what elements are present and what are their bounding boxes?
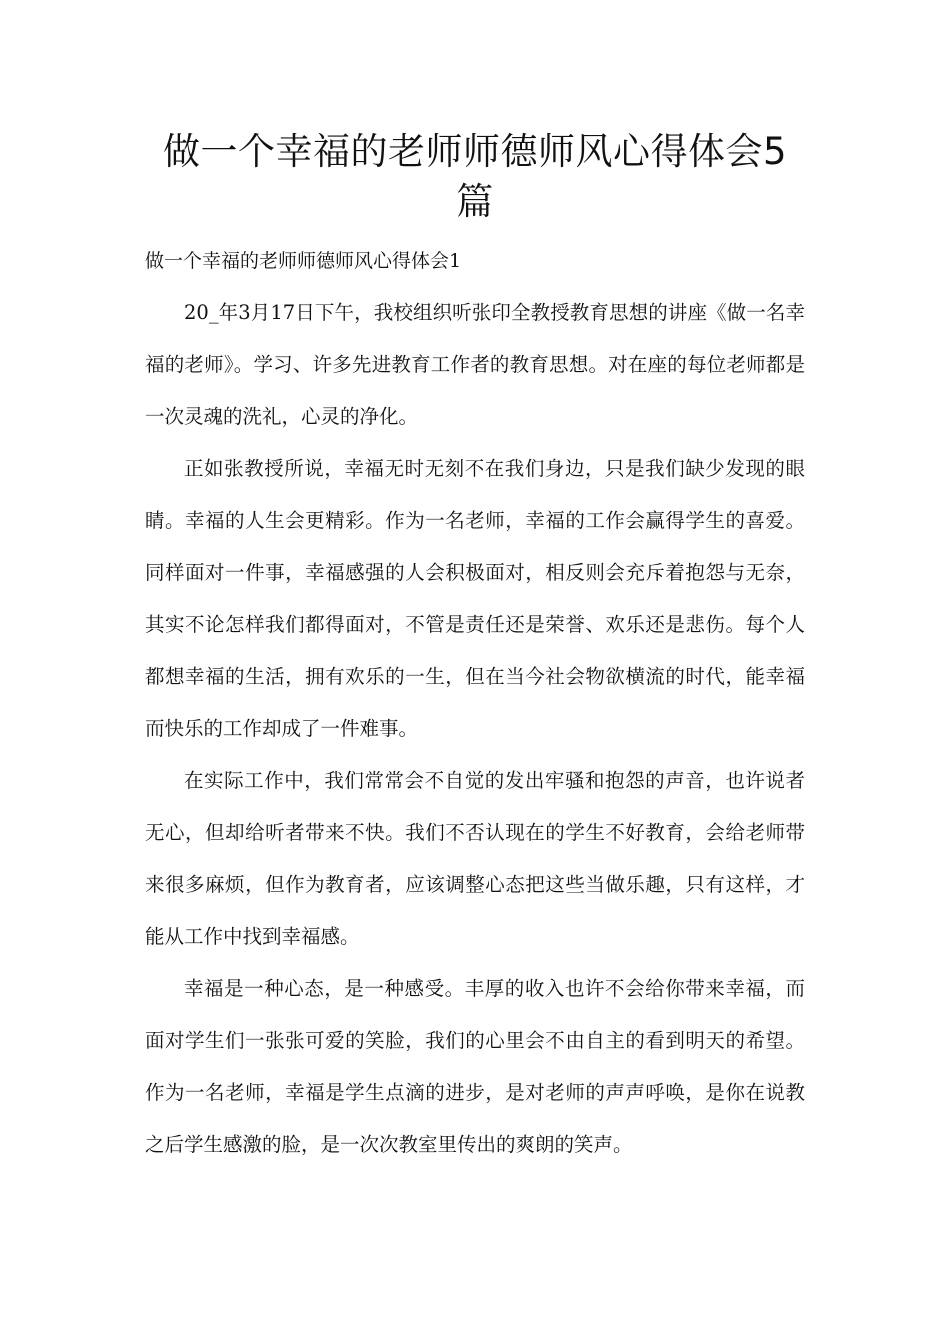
body-paragraph-3: 在实际工作中，我们常常会不自觉的发出牢骚和抱怨的声音，也许说者无心，但却给听者带来不快。我们不否认现在的学生不好教育，会给老师带来很多麻烦，但作为教育者，应该调整心态把这些当做乐趣，只有这样，才能从工作中找到幸福感。 xyxy=(145,769,805,948)
document-title: 做一个幸福的老师师德师风心得体会5篇 xyxy=(162,130,788,223)
body-paragraph-1: 20_年3月17日下午，我校组织听张印全教授教育思想的讲座《做一名幸福的老师》。学习、许多先进教育工作者的教育思想。对在座的每位老师都是一次灵魂的洗礼，心灵的净化。 xyxy=(145,301,805,428)
body-paragraph-4: 幸福是一种心态，是一种感受。丰厚的收入也许不会给你带来幸福，而面对学生们一张张可爱的笑脸，我们的心里会不由自主的看到明天的希望。作为一名老师，幸福是学生点滴的进步，是对老师的声声呼唤，是你在说教之后学生感激的脸，是一次次教室里传出的爽朗的笑声。 xyxy=(145,977,805,1156)
body-paragraph-2: 正如张教授所说，幸福无时无刻不在我们身边，只是我们缺少发现的眼睛。幸福的人生会更精彩。作为一名老师，幸福的工作会赢得学生的喜爱。同样面对一件事，幸福感强的人会积极面对，相反则会充斥着抱怨与无奈，其实不论怎样我们都得面对，不管是责任还是荣誉、欢乐还是悲伤。每个人都想幸福的生活，拥有欢乐的一生，但在当今社会物欲横流的时代，能幸福而快乐的工作却成了一件难事。 xyxy=(145,457,805,740)
section-heading: 做一个幸福的老师师德师风心得体会1 xyxy=(145,250,462,272)
